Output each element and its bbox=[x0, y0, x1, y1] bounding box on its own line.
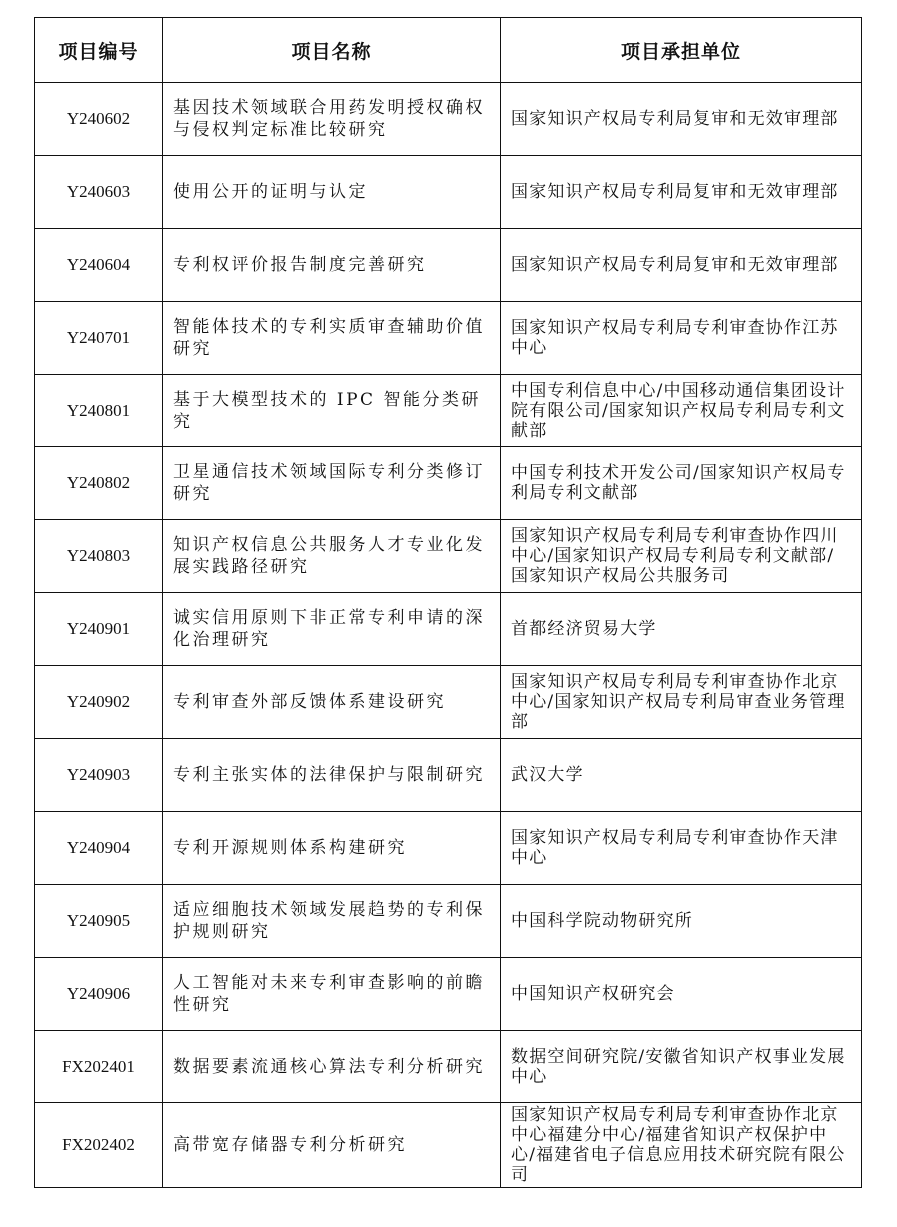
table-row bbox=[35, 593, 862, 666]
table-row bbox=[35, 884, 862, 957]
project-unit: 国家知识产权局专利局专利审查协作天津中心 bbox=[501, 811, 862, 884]
project-name: 专利审查外部反馈体系建设研究 bbox=[163, 666, 501, 739]
project-name: 数据要素流通核心算法专利分析研究 bbox=[163, 1030, 501, 1103]
header-project-name: 项目名称 bbox=[163, 18, 501, 83]
project-unit: 国家知识产权局专利局专利审查协作江苏中心 bbox=[501, 301, 862, 374]
project-name: 智能体技术的专利实质审查辅助价值研究 bbox=[163, 301, 501, 374]
project-code: Y240801 bbox=[35, 374, 163, 447]
table-row bbox=[35, 520, 862, 593]
project-unit: 首都经济贸易大学 bbox=[501, 593, 862, 666]
table-row bbox=[35, 228, 862, 301]
header-project-code: 项目编号 bbox=[35, 18, 163, 83]
project-name: 卫星通信技术领域国际专利分类修订研究 bbox=[163, 447, 501, 520]
project-unit: 国家知识产权局专利局专利审查协作北京中心福建分中心/福建省知识产权保护中心/福建省电子信息应用技术研究院有限公司 bbox=[501, 1103, 862, 1188]
table-row bbox=[35, 666, 862, 739]
project-code: Y240603 bbox=[35, 155, 163, 228]
document-page bbox=[34, 17, 861, 1188]
project-code: Y240803 bbox=[35, 520, 163, 593]
project-code: Y240905 bbox=[35, 884, 163, 957]
project-code: Y240802 bbox=[35, 447, 163, 520]
project-code: FX202401 bbox=[35, 1030, 163, 1103]
project-unit: 国家知识产权局专利局复审和无效审理部 bbox=[501, 83, 862, 156]
project-name: 使用公开的证明与认定 bbox=[163, 155, 501, 228]
table-row bbox=[35, 1030, 862, 1103]
table-row bbox=[35, 447, 862, 520]
table-row bbox=[35, 301, 862, 374]
project-code: Y240904 bbox=[35, 811, 163, 884]
project-unit: 数据空间研究院/安徽省知识产权事业发展中心 bbox=[501, 1030, 862, 1103]
project-name: 诚实信用原则下非正常专利申请的深化治理研究 bbox=[163, 593, 501, 666]
project-name: 高带宽存储器专利分析研究 bbox=[163, 1103, 501, 1188]
table-row bbox=[35, 957, 862, 1030]
project-name: 专利开源规则体系构建研究 bbox=[163, 811, 501, 884]
project-unit: 国家知识产权局专利局专利审查协作北京中心/国家知识产权局专利局审查业务管理部 bbox=[501, 666, 862, 739]
project-name: 基于大模型技术的 IPC 智能分类研究 bbox=[163, 374, 501, 447]
project-unit: 中国专利信息中心/中国移动通信集团设计院有限公司/国家知识产权局专利局专利文献部 bbox=[501, 374, 862, 447]
table-row bbox=[35, 374, 862, 447]
project-name: 专利权评价报告制度完善研究 bbox=[163, 228, 501, 301]
project-name: 适应细胞技术领域发展趋势的专利保护规则研究 bbox=[163, 884, 501, 957]
table-row bbox=[35, 83, 862, 156]
project-name: 知识产权信息公共服务人才专业化发展实践路径研究 bbox=[163, 520, 501, 593]
project-unit: 国家知识产权局专利局专利审查协作四川中心/国家知识产权局专利局专利文献部/国家知识产权局公共服务司 bbox=[501, 520, 862, 593]
project-table bbox=[34, 17, 862, 1188]
project-unit: 中国知识产权研究会 bbox=[501, 957, 862, 1030]
project-code: Y240901 bbox=[35, 593, 163, 666]
project-code: FX202402 bbox=[35, 1103, 163, 1188]
project-code: Y240903 bbox=[35, 739, 163, 812]
project-code: Y240604 bbox=[35, 228, 163, 301]
project-unit: 国家知识产权局专利局复审和无效审理部 bbox=[501, 155, 862, 228]
project-unit: 中国科学院动物研究所 bbox=[501, 884, 862, 957]
table-row bbox=[35, 739, 862, 812]
project-name: 专利主张实体的法律保护与限制研究 bbox=[163, 739, 501, 812]
table-header-row bbox=[35, 18, 862, 83]
project-code: Y240602 bbox=[35, 83, 163, 156]
project-unit: 国家知识产权局专利局复审和无效审理部 bbox=[501, 228, 862, 301]
project-code: Y240902 bbox=[35, 666, 163, 739]
project-unit: 武汉大学 bbox=[501, 739, 862, 812]
table-row bbox=[35, 1103, 862, 1188]
project-name: 人工智能对未来专利审查影响的前瞻性研究 bbox=[163, 957, 501, 1030]
project-code: Y240701 bbox=[35, 301, 163, 374]
header-project-unit: 项目承担单位 bbox=[501, 18, 862, 83]
project-unit: 中国专利技术开发公司/国家知识产权局专利局专利文献部 bbox=[501, 447, 862, 520]
project-name: 基因技术领域联合用药发明授权确权与侵权判定标准比较研究 bbox=[163, 83, 501, 156]
table-row bbox=[35, 155, 862, 228]
project-code: Y240906 bbox=[35, 957, 163, 1030]
table-row bbox=[35, 811, 862, 884]
